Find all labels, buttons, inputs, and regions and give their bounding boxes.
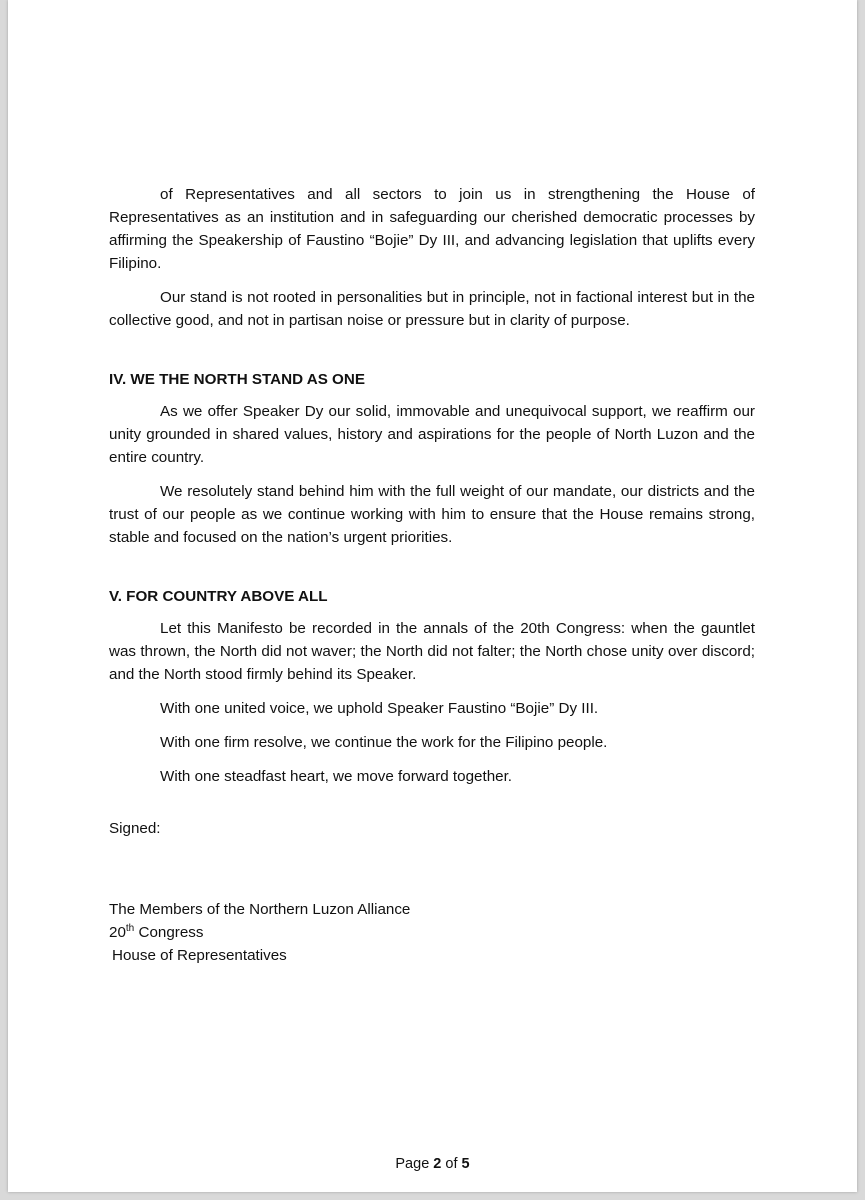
congress-suffix: th [125, 923, 135, 934]
signatory-congress [109, 921, 755, 944]
page-middle: of [441, 1156, 462, 1172]
line-united-voice: With one united voice, we uphold Speaker Faustino “Bojie” Dy III. [160, 700, 599, 717]
section-heading-v: V. FOR COUNTRY ABOVE ALL [109, 588, 328, 605]
signatory-house: House of Representatives [112, 947, 287, 964]
page-total: 5 [461, 1156, 470, 1172]
line-firm-resolve: With one firm resolve, we continue the work for the Filipino people. [160, 734, 608, 751]
page-number-footer [0, 1156, 865, 1172]
paragraph-iv-2: We resolutely stand behind him with the full weight of our mandate, our districts and the trust of our people as we continue working with him to ensure that the House remains strong, stable and focused on the nation’s urgent priorities. [109, 483, 755, 546]
paragraph-stand: Our stand is not rooted in personalities but in principle, not in factional interest but in the collective good, and not in partisan noise or pressure but in clarity of purpose. [109, 289, 755, 329]
page-prefix: Page [395, 1156, 434, 1172]
page-current: 2 [433, 1156, 442, 1172]
congress-word: Congress [134, 924, 204, 941]
document-body [109, 183, 755, 967]
signed-label: Signed: [109, 820, 161, 837]
paragraph-iv-1: As we offer Speaker Dy our solid, immovable and unequivocal support, we reaffirm our unity grounded in shared values, history and aspirations for the people of North Luzon and the entire country. [109, 403, 755, 466]
paragraph-v-1: Let this Manifesto be recorded in the annals of the 20th Congress: when the gauntlet was thrown, the North did not waver; the North did not falter; the North chose unity over discord; and the North stood firmly behind its Speaker. [109, 620, 755, 683]
line-steadfast-heart: With one steadfast heart, we move forward together. [160, 768, 513, 785]
document-page [8, 0, 857, 1192]
paragraph-continuation: of Representatives and all sectors to join us in strengthening the House of Representatives as an institution and in safeguarding our cherished democratic processes by affirming the Speakership of Faustino “Bojie” Dy III, and advancing legislation that uplifts every Filipino. [109, 186, 755, 272]
section-heading-iv: IV. WE THE NORTH STAND AS ONE [109, 371, 365, 388]
signatory-alliance: The Members of the Northern Luzon Alliance [109, 901, 411, 918]
congress-number: 20 [109, 924, 126, 941]
